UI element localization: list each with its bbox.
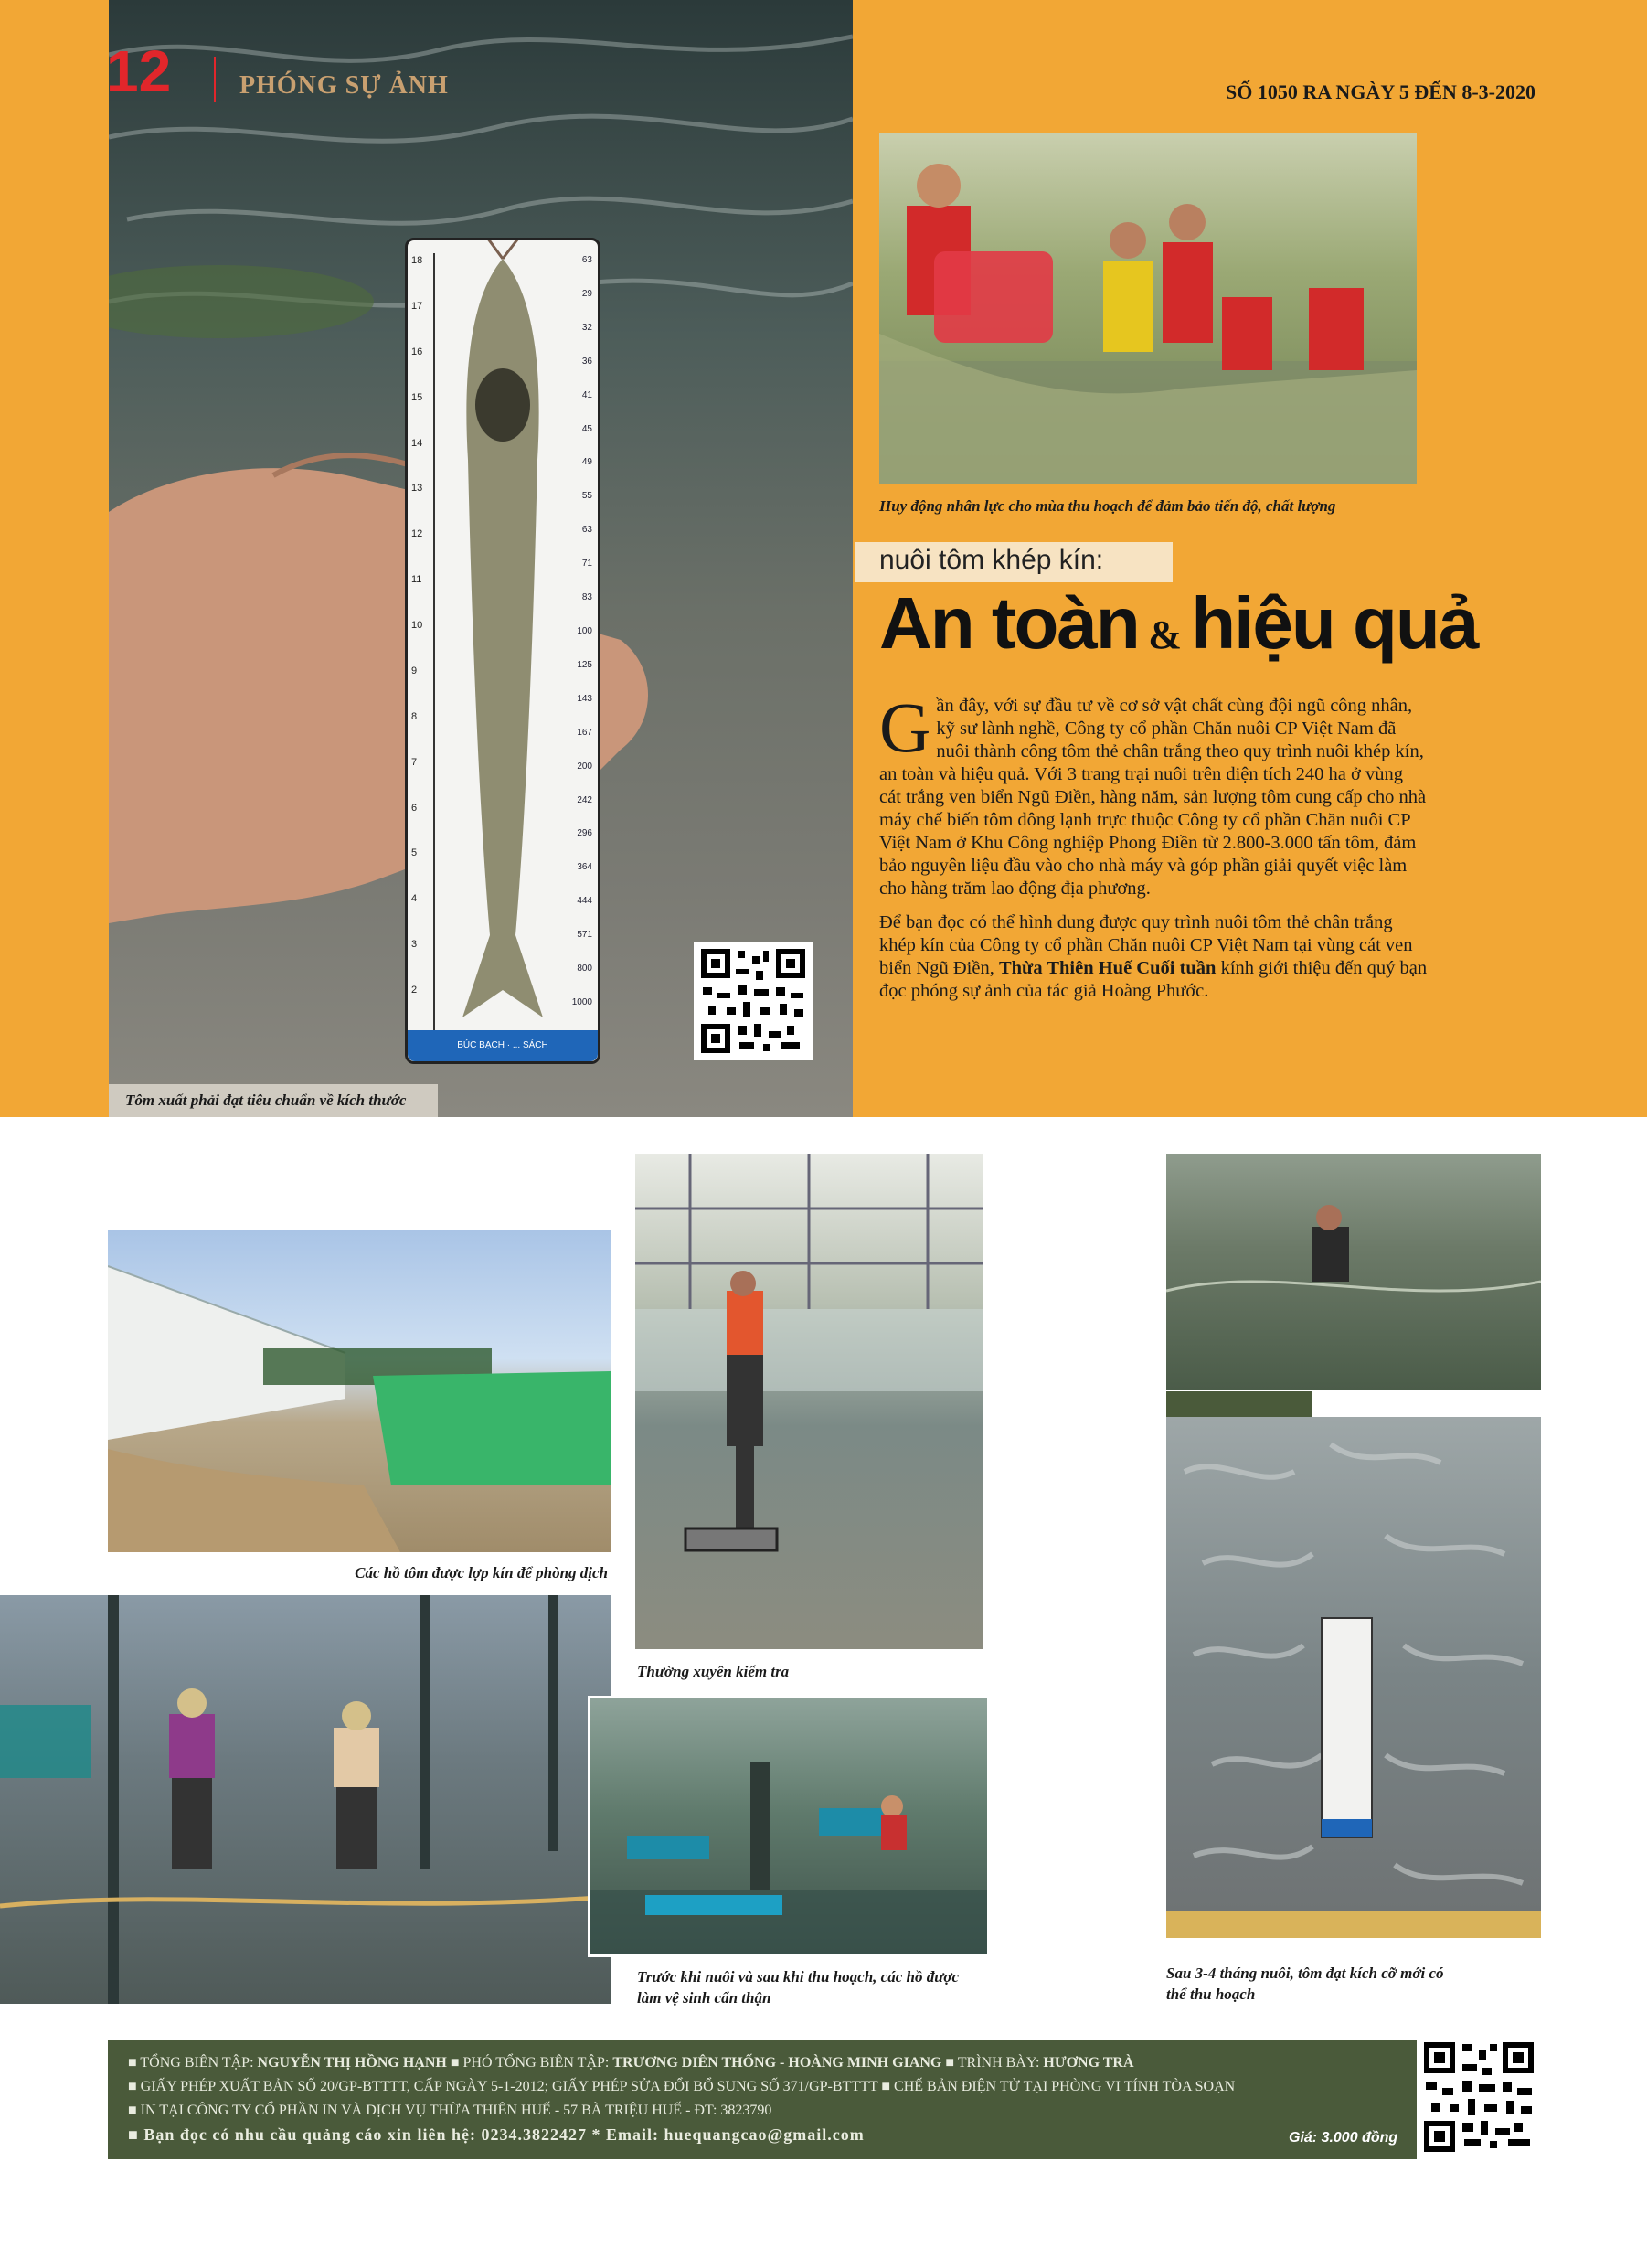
ruler-number: 125 xyxy=(577,659,592,670)
ruler-number: 6 xyxy=(411,802,418,814)
ruler-number: 41 xyxy=(581,389,592,400)
footer-label: PHÓ TỔNG BIÊN TẬP: xyxy=(462,2055,610,2071)
footer-label: TRÌNH BÀY: xyxy=(957,2055,1040,2071)
caption-shrimp-measure: Tôm xuất phải đạt tiêu chuẩn về kích thước xyxy=(125,1091,407,1109)
footer-line-1: ■ TỔNG BIÊN TẬP: NGUYỄN THỊ HỒNG HẠNH ■ PHÓ TỔNG BIÊN TẬP: TRƯƠNG DIÊN THỐNG - HOÀNG MINH GIANG ■ TRÌNH BÀY: HƯƠNG TRÀ xyxy=(128,2055,1134,2071)
article-kicker: nuôi tôm khép kín: xyxy=(879,545,1104,575)
caption-inspection: Thường xuyên kiểm tra xyxy=(637,1663,790,1680)
shrimp-measure-photo xyxy=(109,0,853,1117)
footer-advertising: Bạn đọc có nhu cầu quảng cáo xin liên hệ: 0234.3822427 * Email: huequangcao@gmail.com xyxy=(143,2125,865,2144)
paragraph-2-text-b: kính giới thiệu đến quý bạn đọc phóng sự ảnh của tác giả Hoàng Phước. xyxy=(879,958,1428,1001)
inspection-photo xyxy=(635,1154,983,1649)
ruler-number: 7 xyxy=(411,756,418,768)
qr-code-icon xyxy=(1422,2040,1535,2154)
issue-line: SỐ 1050 RA NGÀY 5 ĐẾN 8-3-2020 xyxy=(1226,80,1535,103)
ruler-number: 15 xyxy=(411,391,423,403)
footer-qr-code[interactable] xyxy=(1419,2037,1539,2157)
footer-value: NGUYỄN THỊ HỒNG HẠNH xyxy=(257,2055,447,2071)
paragraph-2-bold: Thừa Thiên Huế Cuối tuần xyxy=(998,958,1217,978)
ruler-number: 2 xyxy=(411,985,418,996)
ruler-number: 8 xyxy=(411,710,418,722)
pond-cleaning-photo-2 xyxy=(588,1696,990,1957)
ruler-number: 45 xyxy=(581,423,592,434)
harvest-field-scene xyxy=(1166,1154,1541,1390)
workers-scene xyxy=(879,133,1417,484)
footer-label: TỔNG BIÊN TẬP: xyxy=(140,2055,254,2071)
paragraph-2 xyxy=(879,911,1428,1003)
ruler-number: 32 xyxy=(581,322,592,333)
qr-code[interactable] xyxy=(694,942,813,1060)
caption-workers: Huy động nhân lực cho mùa thu hoạch để đảm bảo tiến độ, chất lượng xyxy=(879,497,1336,515)
ruler-number: 63 xyxy=(581,255,592,265)
ruler-number: 18 xyxy=(411,255,423,266)
ruler-number: 83 xyxy=(581,592,592,603)
ruler-number: 444 xyxy=(577,896,592,907)
title-part2: hiệu quả xyxy=(1191,582,1478,664)
ruler-number: 3 xyxy=(411,939,418,951)
ruler-number: 16 xyxy=(411,346,423,357)
ruler-number: 13 xyxy=(411,483,423,495)
ruler-number: 10 xyxy=(411,620,423,631)
ruler-number: 14 xyxy=(411,437,423,449)
ruler-number: 4 xyxy=(411,893,418,905)
harvest-spacer-green xyxy=(1166,1391,1312,1417)
ruler-number: 167 xyxy=(577,727,592,738)
footer-license: GIẤY PHÉP XUẤT BẢN SỐ 20/GP-BTTTT, CẤP NGÀY 5-1-2012; GIẤY PHÉP SỬA ĐỔI BỔ SUNG SỐ 371/GP-BTTTT xyxy=(140,2079,878,2094)
workers-harvest-photo xyxy=(879,133,1417,484)
footer-line-2: ■ GIẤY PHÉP XUẤT BẢN SỐ 20/GP-BTTTT, CẤP NGÀY 5-1-2012; GIẤY PHÉP SỬA ĐỔI BỔ SUNG SỐ 371/GP-BTTTT ■ CHẾ BẢN ĐIỆN TỬ TẠI PHÒNG VI TÍNH TÒA SOẠN xyxy=(128,2079,1236,2094)
paragraph-2-text-a: Để bạn đọc có thể hình dung được quy trình nuôi tôm thẻ chân trắng khép kín của Công ty cổ phần Chăn nuôi CP Việt Nam tại vùng cát ven biển Ngũ Điền, xyxy=(879,912,1413,978)
inspection-scene xyxy=(635,1154,983,1649)
shrimp-drawing xyxy=(408,240,598,1061)
footer-value: TRƯƠNG DIÊN THỐNG - HOÀNG MINH GIANG xyxy=(612,2055,942,2071)
covered-ponds-scene xyxy=(108,1230,611,1552)
measuring-ruler xyxy=(405,238,600,1064)
ruler-number: 296 xyxy=(577,828,592,839)
ruler-number: 36 xyxy=(581,356,592,367)
ruler-number: 55 xyxy=(581,491,592,502)
header-divider xyxy=(214,57,216,102)
ruler-number: 5 xyxy=(411,847,418,859)
ruler-number: 200 xyxy=(577,761,592,772)
harvested-shrimp-scene xyxy=(1166,1417,1541,1938)
ruler-number: 49 xyxy=(581,457,592,468)
caption-covered-ponds: Các hồ tôm được lợp kín để phòng dịch xyxy=(355,1564,608,1581)
harvest-field-photo xyxy=(1166,1154,1541,1390)
caption-cleaning: Trước khi nuôi và sau khi thu hoạch, các hồ được làm vệ sinh cẩn thận xyxy=(637,1968,960,2007)
qr-code-icon xyxy=(699,947,807,1055)
title-part1: An toàn xyxy=(879,582,1139,664)
footer-price: Giá: 3.000 đồng xyxy=(1289,2130,1398,2146)
ruler-number: 364 xyxy=(577,862,592,873)
footer-typesetting: CHẾ BẢN ĐIỆN TỬ TẠI PHÒNG VI TÍNH TÒA SOẠN xyxy=(894,2079,1236,2094)
pond-cleaning-photo xyxy=(0,1595,611,2004)
pond-cleaning-scene xyxy=(0,1595,611,2004)
footer-value: HƯƠNG TRÀ xyxy=(1043,2055,1134,2071)
harvested-shrimp-photo xyxy=(1166,1417,1541,1938)
section-title: PHÓNG SỰ ẢNH xyxy=(239,71,449,100)
covered-ponds-photo xyxy=(108,1230,611,1552)
dropcap: G xyxy=(879,687,931,767)
title-ampersand: & xyxy=(1148,612,1182,657)
ruler-number: 1000 xyxy=(571,996,592,1007)
ruler-number: 100 xyxy=(577,625,592,636)
footer-text xyxy=(128,2051,1316,2146)
ruler-number: 17 xyxy=(411,300,423,312)
paragraph-1-text: ần đây, với sự đầu tư về cơ sở vật chất cùng đội ngũ công nhân, kỹ sư lành nghề, Công ty cổ phần Chăn nuôi CP Việt Nam đã nuôi thành công tôm thẻ chân trắng theo quy trình nuôi khép kín, an toàn và hiệu quả. Với 3 trang trại nuôi trên diện tích 240 ha ở vùng cát trắng ven biển Ngũ Điền, hàng năm, sản lượng tôm cung cấp cho nhà máy chế biến tôm đông lạnh trực thuộc Công ty cổ phần Chăn nuôi CP Việt Nam ở Khu Công nghiệp Phong Điền từ 2.800-3.000 tấn tôm, đảm bảo nguyên liệu đầu vào cho nhà máy và góp phần giải quyết việc làm cho hàng trăm lao động địa phương. xyxy=(879,696,1427,899)
footer-line-3: ■ IN TẠI CÔNG TY CỔ PHẦN IN VÀ DỊCH VỤ THỪA THIÊN HUẾ - 57 BÀ TRIỆU HUẾ - ĐT: 3823790 xyxy=(128,2103,772,2118)
ruler-footer: BÚC BẠCH · ... SÁCH xyxy=(408,1030,598,1061)
caption-harvest: Sau 3-4 tháng nuôi, tôm đạt kích cỡ mới có thể thu hoạch xyxy=(1166,1965,1444,2003)
ruler-number: 9 xyxy=(411,665,418,676)
footer-printer: IN TẠI CÔNG TY CỔ PHẦN IN VÀ DỊCH VỤ THỪA THIÊN HUẾ - 57 BÀ TRIỆU HUẾ - ĐT: 3823790 xyxy=(140,2103,772,2118)
ruler-number: 11 xyxy=(411,574,422,586)
article-body xyxy=(879,687,1428,1003)
ruler-number: 143 xyxy=(577,693,592,704)
ruler-number: 242 xyxy=(577,794,592,805)
ruler-number: 63 xyxy=(581,525,592,536)
footer-line-4: ■ Bạn đọc có nhu cầu quảng cáo xin liên hệ: 0234.3822427 * Email: huequangcao@gmail.com xyxy=(128,2125,865,2144)
pond-cleaning-scene-2 xyxy=(590,1698,987,1954)
page-number: 12 xyxy=(106,38,172,104)
article-title xyxy=(879,582,1478,664)
ruler-number: 71 xyxy=(581,559,592,570)
ruler-number: 571 xyxy=(577,930,592,941)
ruler-number: 12 xyxy=(411,528,423,540)
paragraph-1 xyxy=(879,687,1428,900)
ruler-number: 29 xyxy=(581,288,592,299)
ruler-number: 800 xyxy=(577,964,592,974)
